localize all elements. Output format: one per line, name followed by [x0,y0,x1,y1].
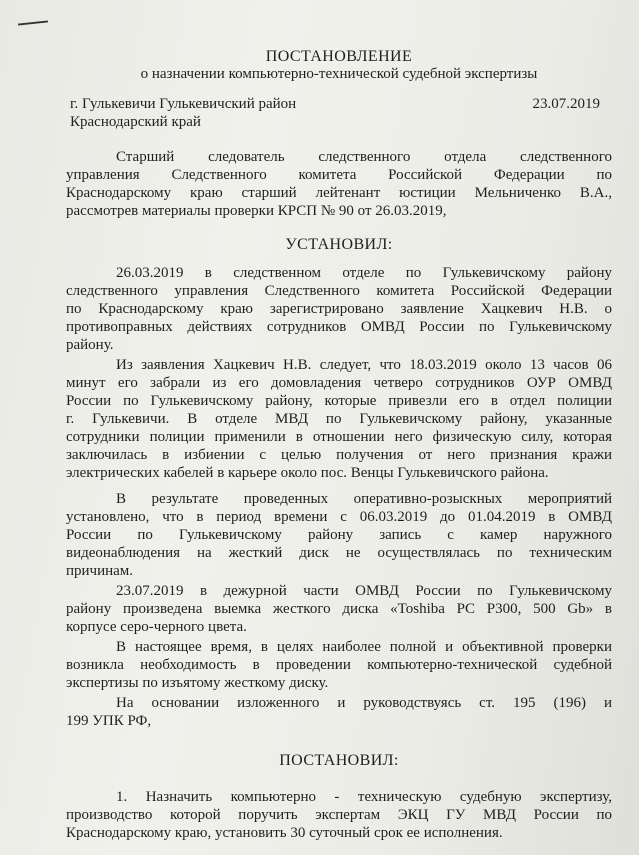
established-heading: УСТАНОВИЛ: [285,236,393,253]
paragraph-6 [66,694,612,730]
text-line: 23.07.2019 в дежурной части ОМВД России по Гулькевичскому [116,583,612,599]
document-title: ПОСТАНОВЛЕНИЕ [265,48,413,65]
place-line-1: г. Гулькевичи Гулькевичский район [70,96,297,112]
text-line: электрических кабелей в карьере около пос. Венцы Гулькевичского района. [66,465,549,481]
paragraph-4 [66,582,612,636]
text-line: следственного управления Следственного комитета Российской Федерации [66,283,612,299]
text-line: 199 УПК РФ, [66,713,152,729]
text-line: В настоящее время, в целях наиболее полной и объективной проверки [116,639,612,655]
text-line: России по Гулькевичскому району запись с камер наружного [66,527,612,543]
text-line: На основании изложенного и руководствуясь ст. 195 (196) и [116,695,612,711]
text-line: корпусе серо-черного цвета. [66,619,247,635]
text-line: 26.03.2019 в следственном отделе по Гулькевичскому району [116,265,612,281]
text-line: причинам. [66,563,134,579]
pen-mark [18,20,48,25]
place-line-2-row [70,114,600,131]
text-line: рассмотрев материалы проверки КРСП № 90 от 26.03.2019, [66,203,447,219]
text-line: установлено, что в период времени с 06.03.2019 до 01.04.2019 в ОМВД [66,509,612,525]
paragraph-3 [66,490,612,580]
resolution-item-1 [66,788,612,842]
text-line: видеонаблюдения на жесткий диск не осуществлялась по техническим [66,545,612,561]
text-line: району произведена выемка жесткого диска «Toshiba PC P300, 500 Gb» в [66,601,612,617]
place-line-2: Краснодарский край [70,114,201,130]
text-line: г. Гулькевичи. В отделе МВД по Гулькевичскому району, указанные [66,411,612,427]
text-line: Краснодарскому краю, установить 30 суточный срок ее исполнения. [66,825,503,841]
document-subtitle: о назначении компьютерно-технической судебной экспертизы [140,66,538,82]
text-line: возникла необходимость в проведении компьютерно-технической судебной [66,657,612,673]
place-date-row [70,96,600,113]
text-line: Краснодарскому краю старший лейтенант юстиции Мельниченко В.А., [66,185,612,201]
text-line: Старший следователь следственного отдела следственного [116,149,612,165]
text-line: району. [66,337,114,353]
text-line: 1. Назначить компьютерно - техническую судебную экспертизу, [116,789,612,805]
document-date: 23.07.2019 [532,96,600,112]
text-line: Из заявления Хацкевич Н.В. следует, что 18.03.2019 около 13 часов 06 [116,357,612,373]
text-line: России по Гулькевичскому району, которые привезли его в отдел полиции [66,393,612,409]
resolved-heading: ПОСТАНОВИЛ: [279,752,399,769]
paragraph-1 [66,264,612,354]
text-line: сотрудники полиции применили в отношении него физическую силу, которая [66,429,612,445]
text-line: противоправных действиях сотрудников ОМВД России по Гулькевичскому [66,319,612,335]
text-line: по Краснодарскому краю зарегистрировано заявление Хацкевич Н.В. о [66,301,612,317]
text-line: заключилась в избиении с целью получения от него признания кражи [66,447,612,463]
intro-paragraph [66,148,612,220]
text-line: экспертизы по изъятому жесткому диску. [66,675,329,691]
text-line: минут его забрали из его домовладения четверо сотрудников ОУР ОМВД [66,375,612,391]
paragraph-5 [66,638,612,692]
text-line: производство которой поручить экспертам ЭКЦ ГУ МВД России по [66,807,612,823]
text-line: управления Следственного комитета Российской Федерации по [66,167,612,183]
text-line: В результате проведенных оперативно-розыскных мероприятий [116,491,612,507]
paragraph-2 [66,356,612,482]
